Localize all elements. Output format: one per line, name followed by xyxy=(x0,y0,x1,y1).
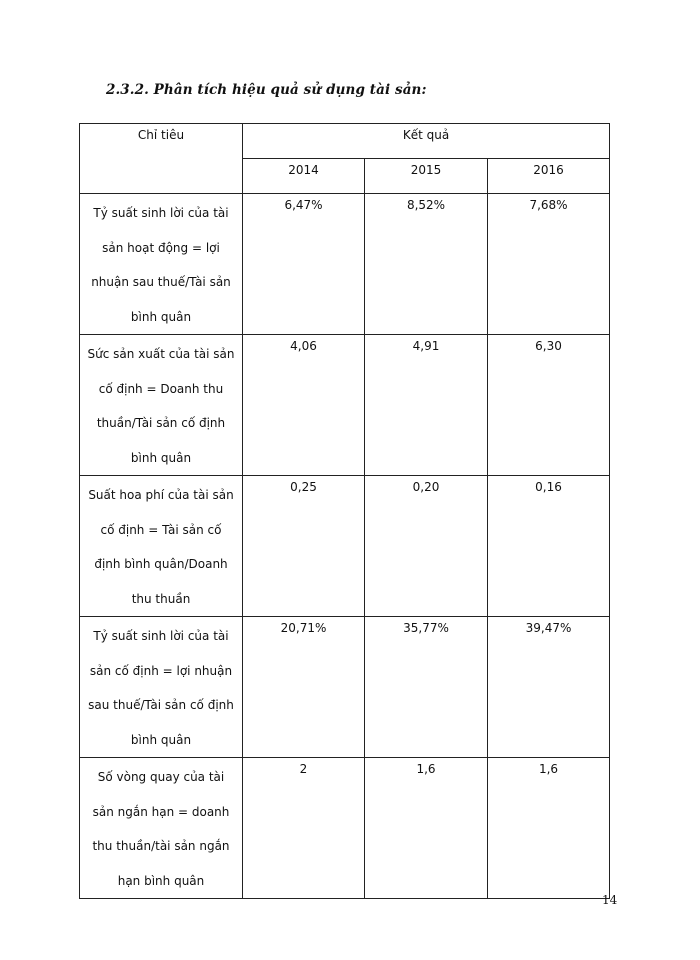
value-cell xyxy=(243,335,365,476)
indicator-cell xyxy=(80,194,243,335)
value-cell xyxy=(365,335,488,476)
value-text: 6,47% xyxy=(284,198,323,212)
value-text: 35,77% xyxy=(403,621,449,635)
asset-efficiency-table xyxy=(79,123,610,899)
value-text: 39,47% xyxy=(525,621,572,635)
year-header-cell xyxy=(365,159,488,194)
table-row xyxy=(80,617,610,758)
table-header-row xyxy=(80,124,610,159)
value-text: 1,6 xyxy=(538,762,559,776)
indicator-cell xyxy=(80,617,243,758)
indicator-header: Chỉ tiêu xyxy=(137,128,185,142)
table-row xyxy=(80,758,610,899)
value-text: 7,68% xyxy=(529,198,568,212)
year-header: 2016 xyxy=(533,163,564,177)
value-text: 4,91 xyxy=(412,339,440,353)
year-header-cell xyxy=(243,159,365,194)
indicator-text: Tỷ suất sinh lời của tài sản cố định = lợi nhuận sau thuế/Tài sản cố định bình quân xyxy=(88,629,234,747)
value-cell xyxy=(488,617,610,758)
value-cell xyxy=(365,476,488,617)
value-text: 4,06 xyxy=(290,339,317,353)
value-text: 20,71% xyxy=(280,621,327,635)
indicator-header-cell xyxy=(80,124,243,194)
indicator-text: Suất hoa phí của tài sản cố định = Tài sản cố định bình quân/Doanh thu thuần xyxy=(88,488,234,606)
value-text: 8,52% xyxy=(406,198,446,212)
value-text: 6,30 xyxy=(535,339,562,353)
value-cell xyxy=(243,194,365,335)
result-header-cell xyxy=(243,124,610,159)
value-cell xyxy=(365,194,488,335)
indicator-cell xyxy=(80,335,243,476)
page-number: 14 xyxy=(602,893,618,907)
value-cell xyxy=(243,476,365,617)
indicator-text: Tỷ suất sinh lời của tài sản hoạt động = lợi nhuận sau thuế/Tài sản bình quân xyxy=(91,206,231,324)
indicator-text: Sức sản xuất của tài sản cố định = Doanh thu thuần/Tài sản cố định bình quân xyxy=(87,347,235,465)
result-header: Kết quả xyxy=(402,128,450,142)
value-cell xyxy=(488,758,610,899)
table-row xyxy=(80,194,610,335)
value-text: 0,16 xyxy=(535,480,562,494)
year-header: 2015 xyxy=(410,163,442,177)
section-heading: 2.3.2. Phân tích hiệu quả sử dụng tài sản: xyxy=(106,82,427,98)
table-row xyxy=(80,335,610,476)
value-cell xyxy=(365,617,488,758)
year-header: 2014 xyxy=(288,163,319,177)
value-text: 1,6 xyxy=(416,762,436,776)
table-row xyxy=(80,476,610,617)
indicator-cell xyxy=(80,476,243,617)
value-text: 0,20 xyxy=(412,480,440,494)
value-text: 0,25 xyxy=(290,480,317,494)
value-cell xyxy=(488,335,610,476)
value-cell xyxy=(243,758,365,899)
year-header-cell xyxy=(488,159,610,194)
value-cell xyxy=(488,476,610,617)
value-text: 2 xyxy=(299,762,308,776)
value-cell xyxy=(243,617,365,758)
indicator-cell xyxy=(80,758,243,899)
value-cell xyxy=(488,194,610,335)
indicator-text: Số vòng quay của tài sản ngắn hạn = doanh thu thuần/tài sản ngắn hạn bình quân xyxy=(92,770,230,888)
value-cell xyxy=(365,758,488,899)
